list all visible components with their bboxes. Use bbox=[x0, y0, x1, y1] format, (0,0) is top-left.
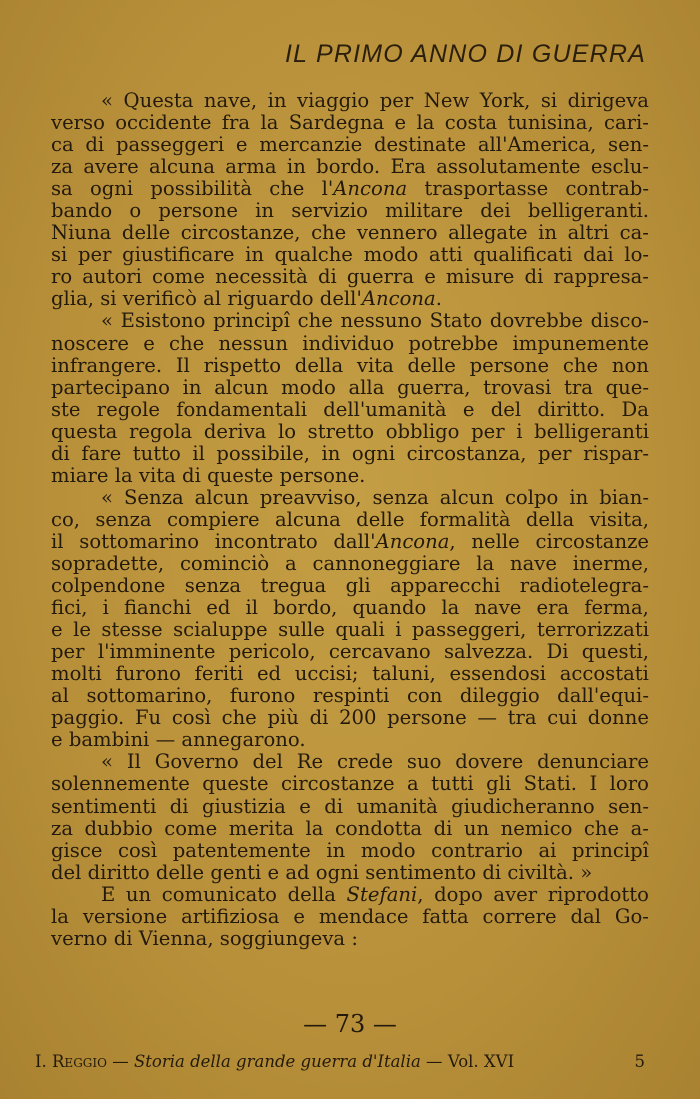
text-line: za dubbio come merita la condotta di un nemico che a- bbox=[51, 816, 649, 840]
text-line: verno di Vienna, soggiungeva : bbox=[51, 926, 358, 950]
text-line: ro autori come necessità di guerra e misure di rappresa- bbox=[51, 265, 649, 289]
text-line: ste regole fondamentali dell'umanità e del diritto. Da bbox=[51, 397, 649, 421]
text-line: « Questa nave, in viaggio per New York, si dirigeva bbox=[101, 89, 649, 112]
footer-dash: — bbox=[106, 1052, 134, 1071]
text-line: verso occidente fra la Sardegna e la costa tunisina, cari- bbox=[51, 111, 649, 135]
text-line: E un comunicato della Stefani, dopo aver riprodotto bbox=[101, 882, 649, 906]
footer bbox=[35, 1052, 645, 1071]
text-line: paggio. Fu così che più di 200 persone — tra cui donne bbox=[51, 706, 649, 730]
footer-volume: Vol. XVI bbox=[447, 1052, 515, 1071]
text-line: sa ogni possibilità che l'Ancona trasportasse contrab- bbox=[51, 177, 649, 201]
text-line: di fare tutto il possibile, in ogni circostanza, per rispar- bbox=[51, 441, 649, 465]
text-line: miare la vita di queste persone. bbox=[51, 463, 366, 487]
text-line: per l'imminente pericolo, cercavano salvezza. Di questi, bbox=[51, 640, 649, 664]
text-line: questa regola deriva lo stretto obbligo per i belligeranti bbox=[51, 419, 649, 443]
text-line: « Senza alcun preavviso, senza alcun colpo in bian- bbox=[101, 485, 649, 509]
page-number: — 73 — bbox=[303, 1010, 397, 1038]
text-line: fici, i fianchi ed il bordo, quando la nave era ferma, bbox=[51, 596, 649, 620]
text-line: bando o persone in servizio militare dei belligeranti. bbox=[51, 199, 649, 223]
text-line: colpendone senza tregua gli apparecchi radiotelegra- bbox=[51, 574, 649, 598]
running-head: IL PRIMO ANNO DI GUERRA bbox=[285, 40, 646, 68]
text-line: al sottomarino, furono respinti con dileggio dall'equi- bbox=[51, 684, 649, 708]
footer-author: I. Reggio bbox=[35, 1052, 107, 1071]
text-line: ca di passeggeri e mercanzie destinate all'America, sen- bbox=[51, 133, 649, 157]
footer-title: Storia della grande guerra d'Italia bbox=[133, 1052, 421, 1071]
body-text bbox=[51, 90, 649, 950]
text-line: partecipano in alcun modo alla guerra, trovasi tra que- bbox=[51, 375, 649, 399]
text-line: za avere alcuna arma in bordo. Era assolutamente esclu- bbox=[51, 155, 649, 179]
footer-citation bbox=[35, 1052, 514, 1071]
text-line: e le stesse scialuppe sulle quali i passeggeri, terrorizzati bbox=[51, 618, 649, 642]
text-line: infrangere. Il rispetto della vita delle persone che non bbox=[51, 353, 649, 377]
text-line: sopradette, cominciò a cannoneggiare la nave inerme, bbox=[51, 551, 649, 575]
text-line: gisce così patentemente in modo contrario ai principî bbox=[51, 838, 649, 862]
text-line: solennemente queste circostanze a tutti gli Stati. I loro bbox=[51, 772, 649, 796]
text-line: la versione artifiziosa e mendace fatta correre dal Go- bbox=[51, 904, 649, 928]
text-line: co, senza compiere alcuna delle formalità della visita, bbox=[51, 507, 649, 531]
text-line: si per giustificare in qualche modo atti qualificati dai lo- bbox=[51, 243, 649, 267]
footer-signature: 5 bbox=[634, 1052, 645, 1071]
text-line: del diritto delle genti e ad ogni sentimento di civiltà. » bbox=[51, 860, 593, 884]
footer-dash: — bbox=[420, 1052, 448, 1071]
text-line: « Esistono principî che nessuno Stato dovrebbe disco- bbox=[101, 309, 649, 333]
text-line: e bambini — annegarono. bbox=[51, 728, 306, 752]
text-line: noscere e che nessun individuo potrebbe impunemente bbox=[51, 331, 649, 355]
text-line: il sottomarino incontrato dall'Ancona, nelle circostanze bbox=[51, 529, 649, 553]
text-line: molti furono feriti ed uccisi; taluni, essendosi accostati bbox=[51, 662, 649, 686]
text-line: « Il Governo del Re crede suo dovere denunciare bbox=[101, 750, 649, 774]
text-line: glia, si verificò al riguardo dell'Ancona. bbox=[51, 287, 442, 311]
text-line: Niuna delle circostanze, che vennero allegate in altri ca- bbox=[51, 221, 649, 245]
text-line: sentimenti di giustizia e di umanità giudicheranno sen- bbox=[51, 794, 649, 818]
